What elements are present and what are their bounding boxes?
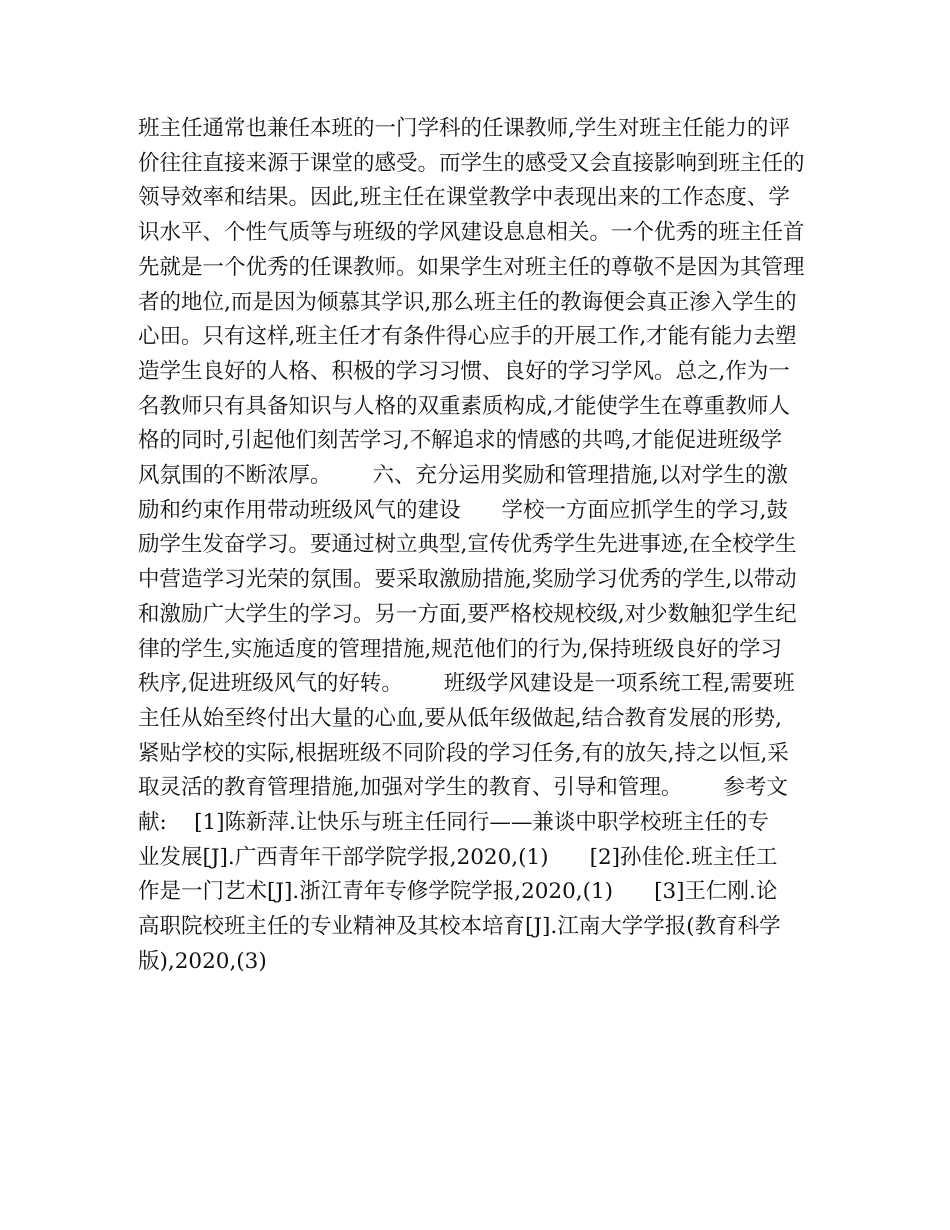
- reference-line: 业发展[J].广西青年干部学院学报,2020,(1) [2]孙佳伦.班主任工: [138, 844, 778, 870]
- body-text: [138, 112, 814, 980]
- text-line: 识水平、个性气质等与班级的学风建设息息相关。一个优秀的班主任首: [138, 220, 805, 246]
- text-line: 领导效率和结果。因此,班主任在课堂教学中表现出来的工作态度、学: [138, 185, 790, 211]
- text-line: 风氛围的不断浓厚。 六、充分运用奖励和管理措施,以对学生的激: [138, 463, 788, 489]
- text-line: 格的同时,引起他们刻苦学习,不解追求的情感的共鸣,才能促进班级学: [138, 428, 783, 454]
- text-line: 价往往直接来源于课堂的感受。而学生的感受又会直接影响到班主任的: [138, 150, 805, 176]
- text-line: 班主任通常也兼任本班的一门学科的任课教师,学生对班主任能力的评: [138, 116, 790, 141]
- text-line: 先就是一个优秀的任课教师。如果学生对班主任的尊敬不是因为其管理: [138, 254, 805, 280]
- text-line: 者的地位,而是因为倾慕其学识,那么班主任的教诲便会真正渗入学生的: [138, 289, 797, 315]
- text-line: 造学生良好的人格、积极的学习习惯、良好的学习学风。总之,作为一: [138, 358, 790, 384]
- text-line: 和激励广大学生的学习。另一方面,要严格校规校级,对少数触犯学生纪: [138, 601, 797, 627]
- text-line: 律的学生,实施适度的管理措施,规范他们的行为,保持班级良好的学习: [138, 636, 783, 662]
- text-line: 励学生发奋学习。要通过树立典型,宣传优秀学生先进事迹,在全校学生: [138, 532, 797, 558]
- reference-line: 作是一门艺术[J].浙江青年专修学院学报,2020,(1) [3]王仁刚.论: [138, 879, 778, 905]
- reference-line: 高职院校班主任的专业精神及其校本培育[J].江南大学学报(教育科学: [138, 914, 781, 940]
- text-line: 取灵活的教育管理措施,加强对学生的教育、引导和管理。 参考文: [138, 775, 788, 801]
- text-line: 紧贴学校的实际,根据班级不同阶段的学习任务,有的放矢,持之以恒,采: [138, 740, 789, 766]
- text-line: 主任从始至终付出大量的心血,要从低年级做起,结合教育发展的形势,: [138, 705, 783, 731]
- text-line: 励和约束作用带动班级风气的建设 学校一方面应抓学生的学习,鼓: [138, 497, 788, 523]
- text-line: 名教师只有具备知识与人格的双重素质构成,才能使学生在尊重教师人: [138, 393, 790, 419]
- text-line: 心田。只有这样,班主任才有条件得心应手的开展工作,才能有能力去塑: [138, 324, 797, 350]
- reference-line: 献: [1]陈新萍.让快乐与班主任同行——兼谈中职学校班主任的专: [138, 810, 769, 836]
- text-line: 中营造学习光荣的氛围。要采取激励措施,奖励学习优秀的学生,以带动: [138, 567, 797, 593]
- text-line: 秩序,促进班级风气的好转。 班级学风建设是一项系统工程,需要班: [138, 671, 795, 697]
- reference-line: 版),2020,(3): [138, 948, 267, 974]
